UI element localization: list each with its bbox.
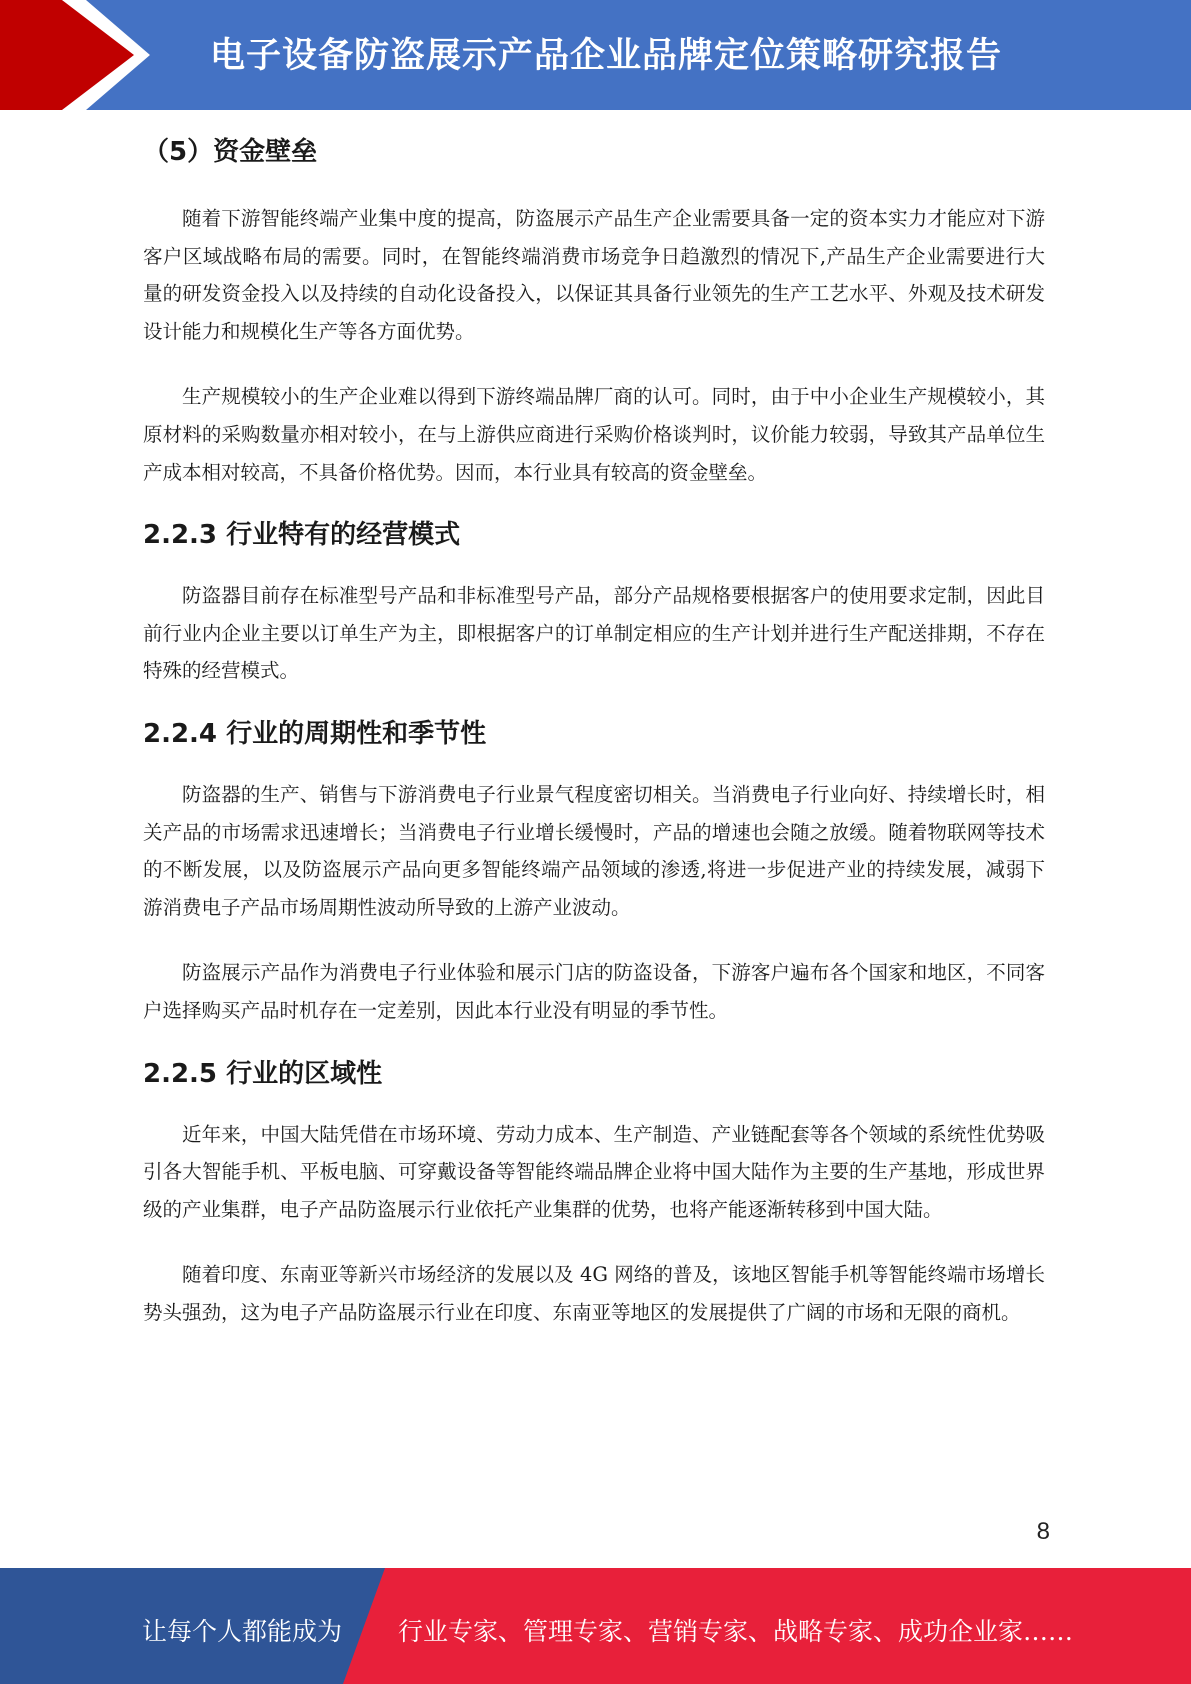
- page-header: [0, 0, 1191, 110]
- page-footer: [0, 1568, 1191, 1684]
- paragraph: 生产规模较小的生产企业难以得到下游终端品牌厂商的认可。同时，由于中小企业生产规模较小，其原材料的采购数量亦相对较小，在与上游供应商进行采购价格谈判时，议价能力较弱，导致其产品单位生产成本相对较高，不具备价格优势。因而，本行业具有较高的资金壁垒。: [143, 385, 1045, 484]
- paragraph: 防盗器的生产、销售与下游消费电子行业景气程度密切相关。当消费电子行业向好、持续增长时，相关产品的市场需求迅速增长；当消费电子行业增长缓慢时，产品的增速也会随之放缓。随着物联网等技术的不断发展，以及防盗展示产品向更多智能终端产品领域的渗透,将进一步促进产业的持续发展，减弱下游消费电子产品市场周期性波动所导致的上游产业波动。: [143, 782, 1045, 919]
- section-heading-2-2-5: 2.2.5 行业的区域性: [143, 1058, 383, 1089]
- paragraph: 近年来，中国大陆凭借在市场环境、劳动力成本、生产制造、产业链配套等各个领域的系统性优势吸引各大智能手机、平板电脑、可穿戴设备等智能终端品牌企业将中国大陆作为主要的生产基地，形成世界级的产业集群，电子产品防盗展示行业依托产业集群的优势，也将产能逐渐转移到中国大陆。: [143, 1122, 1045, 1221]
- footer-slogan-left: 让每个人都能成为: [142, 1617, 343, 1646]
- funding-barrier-heading: （5）资金壁垒: [143, 137, 318, 167]
- page-number: 8: [1036, 1518, 1050, 1545]
- paragraph: 随着下游智能终端产业集中度的提高，防盗展示产品生产企业需要具备一定的资本实力才能应对下游客户区域战略布局的需要。同时，在智能终端消费市场竞争日趋激烈的情况下,产品生产企业需要进行大量的研发资金投入以及持续的自动化设备投入，以保证其具备行业领先的生产工艺水平、外观及技术研发设计能力和规模化生产等各方面优势。: [143, 207, 1045, 343]
- main-content: [143, 128, 1045, 1331]
- footer-slogan-right: 行业专家、管理专家、营销专家、战略专家、成功企业家……: [398, 1617, 1074, 1646]
- report-title: 电子设备防盗展示产品企业品牌定位策略研究报告: [210, 36, 1003, 76]
- paragraph: 防盗展示产品作为消费电子行业体验和展示门店的防盗设备，下游客户遍布各个国家和地区，不同客户选择购买产品时机存在一定差别，因此本行业没有明显的季节性。: [143, 961, 1045, 1022]
- paragraph: 随着印度、东南亚等新兴市场经济的发展以及 4G 网络的普及，该地区智能手机等智能终端市场增长势头强劲，这为电子产品防盗展示行业在印度、东南亚等地区的发展提供了广阔的市场和无限的商机。: [143, 1263, 1045, 1324]
- section-heading-2-2-3: 2.2.3 行业特有的经营模式: [143, 520, 461, 551]
- paragraph: 防盗器目前存在标准型号产品和非标准型号产品，部分产品规格要根据客户的使用要求定制，因此目前行业内企业主要以订单生产为主，即根据客户的订单制定相应的生产计划并进行生产配送排期，不存在特殊的经营模式。: [143, 584, 1045, 683]
- section-heading-2-2-4: 2.2.4 行业的周期性和季节性: [143, 718, 487, 749]
